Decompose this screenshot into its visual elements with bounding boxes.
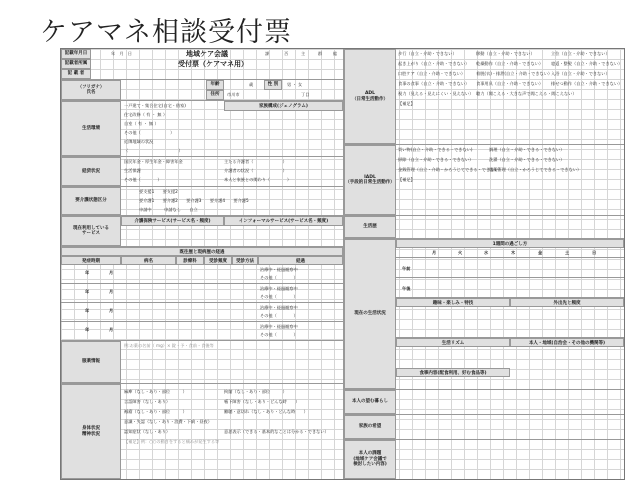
consultation-form: [60, 48, 625, 480]
form-title: 受付票（ケアマネ用）: [178, 60, 248, 68]
iadl-label: IADL （手段的日常生活動作）: [344, 145, 396, 215]
medical-course[interactable]: その他（ ）: [260, 294, 298, 299]
week-day: 日: [592, 250, 597, 255]
service-header-care: 介護保険サービス(サービス名・頻度): [121, 216, 224, 226]
env-item: 住宅改修（ 有 ・ 無 ）: [124, 112, 168, 117]
body-item: 認知症状（なし・あり）: [124, 429, 171, 434]
medical-course[interactable]: その他（ ）: [260, 332, 298, 337]
medical-col: 発症時期: [61, 256, 121, 265]
meal-header: 食事内容(配食利用、好む食品等): [396, 368, 510, 377]
econ-item: 生活保護: [124, 168, 141, 173]
adl-item: 寝返・整髪（自立・介助・できない）: [551, 61, 623, 66]
adl-item: 歩行（自立・介助・できない）: [398, 51, 457, 56]
week-header: 1週間の過ごし方: [396, 239, 624, 248]
caregiver-item: 介護者の状況（ ）: [224, 168, 287, 173]
medical-course[interactable]: 治療中・経過観察中: [260, 324, 298, 329]
medical-course[interactable]: 治療中・経過観察中: [260, 267, 298, 272]
adl-item: 視力（見える・見えにくい・見えない）: [398, 91, 474, 96]
medical-header: 既往歴と現病歴の経過: [61, 247, 343, 256]
medical-course[interactable]: 治療中・経過観察中: [260, 286, 298, 291]
iadl-item: 金銭管理（自立・介助・かろうじてできる・できない）: [398, 167, 503, 172]
week-row-am: 午前: [402, 266, 411, 271]
env-item: 一戸建て・集合住宅(自宅・借家): [124, 103, 186, 108]
sex-value[interactable]: 男 ・ 女: [287, 82, 303, 87]
body-label: 身体状況 精神状況: [61, 384, 121, 479]
week-day: 月: [432, 250, 437, 255]
week-day: 木: [511, 250, 516, 255]
body-item: 拘縮（なし・あり・部位 ）: [224, 389, 287, 394]
adl-label: ADL （日常生活動作）: [344, 49, 396, 144]
wish-label: 本人の望む暮らし: [344, 390, 396, 414]
medical-col: 経過: [258, 256, 343, 265]
address-label: 住所: [206, 90, 224, 100]
iadl-item: 買い物(自立・介助・できる・できない): [398, 147, 473, 152]
medical-month: 月: [109, 270, 114, 275]
care-level-label: 要介護状態区分: [61, 187, 121, 215]
outing-header: 外出先と頻度: [510, 298, 624, 307]
relation-header: 本人・地域(自治会・その他の機関等): [510, 338, 624, 347]
date-value[interactable]: 年 月 日: [111, 51, 132, 56]
medical-course[interactable]: その他（ ）: [260, 313, 298, 318]
iadl-item: 服薬管理（自立・かろうじてできる・できない）: [489, 167, 582, 172]
env-item: その他（ ）: [124, 130, 175, 135]
medical-course[interactable]: 治療中・経過観察中: [260, 305, 298, 310]
body-item: 嚥下障害（なし・あり・どんな時 ）: [224, 399, 300, 404]
drug-label: 服薬情報: [61, 341, 121, 383]
iadl-note[interactable]: 【補足】: [398, 177, 415, 182]
medical-col: 受診頻度: [204, 256, 232, 265]
body-item: 麻痺（なし・あり・部位 ）: [124, 389, 187, 394]
adl-item: 起き上がり（自立・介助・できない）: [398, 61, 470, 66]
org-title: 地域ケア会議: [186, 50, 228, 58]
week-day: 金: [538, 250, 543, 255]
drug-example[interactable]: 例:お薬の名前（ mg）× 錠・予・食前・食後等: [124, 343, 214, 348]
medical-month: 月: [109, 308, 114, 313]
adl-item: 立位（自立・介助・できない）: [551, 51, 610, 56]
service-header-informal: インフォーマルサービス(サービス名・頻度): [224, 216, 343, 226]
medical-year: 年: [85, 308, 90, 313]
adl-item: 着脱(衣)・排泄(自立・介助・できない）: [476, 71, 553, 76]
family-wish-label: 家族の希望: [344, 415, 396, 439]
address-city[interactable]: 市川市: [227, 92, 240, 97]
page-title: ケアマネ相談受付票: [40, 17, 292, 48]
env-label: 生活環境: [61, 101, 121, 156]
medical-month: 月: [109, 327, 114, 332]
service-label: 現在利用している サービス: [61, 216, 121, 246]
hobby-header: 趣味・楽しみ・特技: [396, 298, 510, 307]
week-day: 火: [458, 250, 463, 255]
econ-item: その他（ ）: [124, 177, 162, 182]
approval-shuji: 群: [318, 51, 323, 56]
week-day: 土: [565, 250, 570, 255]
care-level-row[interactable]: 要介護1 要介護2 要介護3 要介護4 要介護5: [139, 198, 249, 203]
medical-year: 年: [85, 270, 90, 275]
medical-course[interactable]: その他（ ）: [260, 275, 298, 280]
env-item: 近隣地域の状況: [124, 139, 154, 144]
care-level-row[interactable]: 申請中 申請なし 自立: [139, 207, 198, 212]
name-label: （フリガナ） 氏名: [61, 80, 121, 100]
iadl-item: 掃除（自立・介助・できる・できない）: [398, 157, 474, 162]
adl-item: 聴力（聞こえる・大きな声で聞こえる・聞こえない）: [476, 91, 577, 96]
family-header: 家族構成(ジェノグラム): [224, 101, 343, 111]
body-item: 難聴・意切れ（なし・あり・どんな時 ）: [224, 409, 308, 414]
body-item: 褥瘡（なし・あり・部位 ）: [124, 409, 187, 414]
medical-col: 診療科: [176, 256, 204, 265]
adl-item: 食事の食事（自立・介助・できない）: [398, 81, 470, 86]
medical-year: 年: [85, 289, 90, 294]
writer-label: 記載者所属: [61, 59, 91, 69]
adl-item: 移動（自立・介助・できない）: [476, 51, 535, 56]
care-level-row[interactable]: 要支援1 要支援2: [139, 189, 178, 194]
econ-label: 経済状況: [61, 157, 121, 186]
body-item: 意思表示（できる・基本的なことは分かる・できない）: [224, 429, 329, 434]
rhythm-header: 生活リズム: [396, 338, 510, 347]
adl-item: 乾燥動作（自立・介助・できない）: [476, 61, 544, 66]
env-item: （ ）: [124, 148, 183, 153]
sex-label: 性 別: [264, 80, 282, 90]
approval-kubun: 課: [265, 51, 270, 56]
medical-col: 受診方法: [232, 256, 258, 265]
week-day: 水: [484, 250, 489, 255]
iadl-item: 洗濯（自立・介助・できる・できない）: [489, 157, 565, 162]
adl-item: 口腔ケア（自立・介助・できない）: [398, 71, 466, 76]
adl-item: 排せつ動作（自立・介助・できない）: [551, 81, 623, 86]
medical-col: 病名: [121, 256, 176, 265]
approval-kakari: 総: [333, 51, 338, 56]
body-item: 言語障害（なし・あり）: [124, 399, 171, 404]
adl-item: 食事用具（自立・介助・できない）: [476, 81, 544, 86]
medical-year: 年: [85, 327, 90, 332]
env-item: 自室（ 有 ・ 無 ）: [124, 121, 159, 126]
adl-note[interactable]: 【補足】: [398, 101, 415, 106]
age-unit: 歳: [249, 82, 254, 87]
body-note[interactable]: 【補足】例：○○の動きをすると痛みが発生する等: [124, 439, 220, 444]
age-label: 年齢: [206, 80, 224, 90]
address-chome: 丁目: [301, 92, 310, 97]
week-row-pm: 午後: [402, 286, 411, 291]
adl-item: 入浴（自立・介助・できない）: [551, 71, 610, 76]
body-item: 意識・失認（なし・あり・浪費・下痢・昼夜）: [124, 419, 212, 424]
topic-label: 本人の課題 (地域ケア会議で 検討したい内容): [344, 440, 396, 479]
iadl-item: 調理（自立・介助・できる・できない）: [489, 147, 565, 152]
life-history-label: 生活歴: [344, 216, 396, 238]
caregiver-item: 本人と家族との関わり（ ）: [224, 177, 292, 182]
econ-item: 国民年金・厚生年金・障害年金: [124, 159, 183, 164]
approval-shusa: 主: [301, 51, 306, 56]
current-life-label: 現在の生活状況: [344, 239, 396, 389]
medical-month: 月: [109, 289, 114, 294]
approval-shokan: 否: [284, 51, 289, 56]
person-label: 記 載 者: [61, 69, 91, 79]
caregiver-item: 主たる介護者（ ）: [224, 159, 287, 164]
date-label: 記載年月日: [61, 49, 91, 59]
